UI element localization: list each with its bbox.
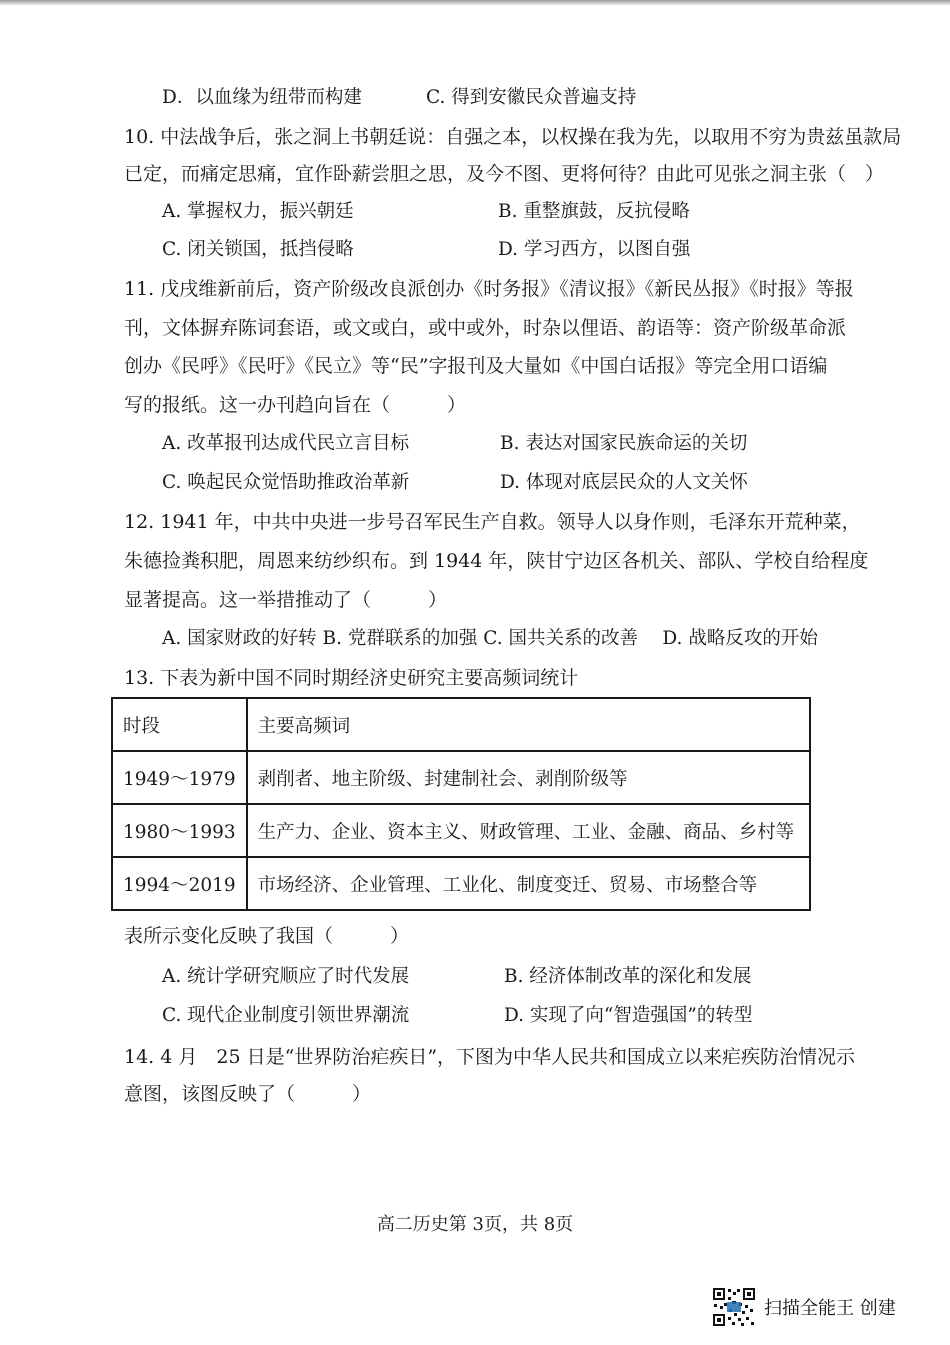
q13-option-c: C. 现代企业制度引领世界潮流 [162,1005,410,1026]
q9-option-c: C. 得到安徽民众普遍支持 [426,87,637,108]
qr-code-icon [712,1287,756,1327]
q10-option-a: A. 掌握权力，振兴朝廷 [162,201,354,222]
scan-top-edge [0,0,950,6]
q12-stem-line-1: 12. 1941 年，中共中央进一步号召军民生产自救。领导人以身作则，毛泽东开荒种菜， [124,511,861,533]
table-header-period: 时段 [112,698,247,751]
q10-stem-line-2: 已定，而痛定思痛，宜作卧薪尝胆之思，及今不图、更将何待？由此可见张之洞主张（ ） [124,163,885,185]
q11-option-a: A. 改革报刊达成代民立言目标 [162,433,410,454]
q11-stem-line-4: 写的报纸。这一办刊趋向旨在（ ） [124,394,467,416]
table-row [112,751,810,804]
q10-option-b: B. 重整旗鼓，反抗侵略 [498,201,690,222]
q12-stem-line-2: 朱德捡粪积肥，周恩来纺纱织布。到 1944 年，陕甘宁边区各机关、部队、学校自给程度 [124,550,869,572]
q14-stem-line-1: 14. 4 月 25 日是“世界防治疟疾日”，下图为中华人民共和国成立以来疟疾防治情况示 [124,1046,856,1068]
table-header-keywords: 主要高频词 [247,698,810,751]
q11-option-b: B. 表达对国家民族命运的关切 [500,433,748,454]
q13-option-b: B. 经济体制改革的深化和发展 [504,966,752,987]
q11-stem-line-2: 刊，文体摒弃陈词套语，或文或白，或中或外，时杂以俚语、韵语等：资产阶级革命派 [124,317,847,339]
q11-option-d: D. 体现对底层民众的人文关怀 [500,472,748,493]
q13-after-table: 表所示变化反映了我国（ ） [124,925,410,947]
q10-option-c: C. 闭关锁国，抵挡侵略 [162,239,354,260]
q14-stem-line-2: 意图，该图反映了（ ） [124,1083,372,1105]
table-row [112,857,810,910]
q11-stem-line-3: 创办《民呼》《民吁》《民立》等“民”字报刊及大量如《中国白话报》等完全用口语编 [124,355,828,377]
q9-option-d: D．以血缘为纽带而构建 [162,87,362,108]
table-cell-keywords: 剥削者、地主阶级、封建制社会、剥削阶级等 [247,751,810,804]
scanner-watermark [712,1287,896,1327]
q12-stem-line-3: 显著提高。这一举措推动了（ ） [124,589,448,611]
q11-stem-line-1: 11. 戊戌维新前后，资产阶级改良派创办《时务报》《清议报》《新民丛报》《时报》等报 [124,278,854,300]
table-cell-period: 1980～1993 [112,804,247,857]
q10-option-d: D. 学习西方，以图自强 [498,239,691,260]
page-footer: 高二历史第 3页，共 8页 [376,1214,574,1235]
table-cell-period: 1994～2019 [112,857,247,910]
table-cell-keywords: 生产力、企业、资本主义、财政管理、工业、金融、商品、乡村等 [247,804,810,857]
q13-option-d: D. 实现了向“智造强国”的转型 [504,1005,753,1026]
table-cell-period: 1949～1979 [112,751,247,804]
q10-stem-line-1: 10. 中法战争后，张之洞上书朝廷说：自强之本，以权操在我为先，以取用不穷为贵兹虽款局 [124,126,902,148]
q13-title: 13. 下表为新中国不同时期经济史研究主要高频词统计 [124,667,579,689]
q13-option-a: A. 统计学研究顺应了时代发展 [162,966,410,987]
table-cell-keywords: 市场经济、企业管理、工业化、制度变迁、贸易、市场整合等 [247,857,810,910]
q11-option-c: C. 唤起民众觉悟助推政治革新 [162,472,410,493]
table-header-row [112,698,810,751]
q12-options: A. 国家财政的好转 B. 党群联系的加强 C. 国共关系的改善 D. 战略反攻的开始 [162,628,818,649]
table-row [112,804,810,857]
scanner-watermark-text: 扫描全能王 创建 [764,1298,896,1319]
q13-table [111,697,811,911]
